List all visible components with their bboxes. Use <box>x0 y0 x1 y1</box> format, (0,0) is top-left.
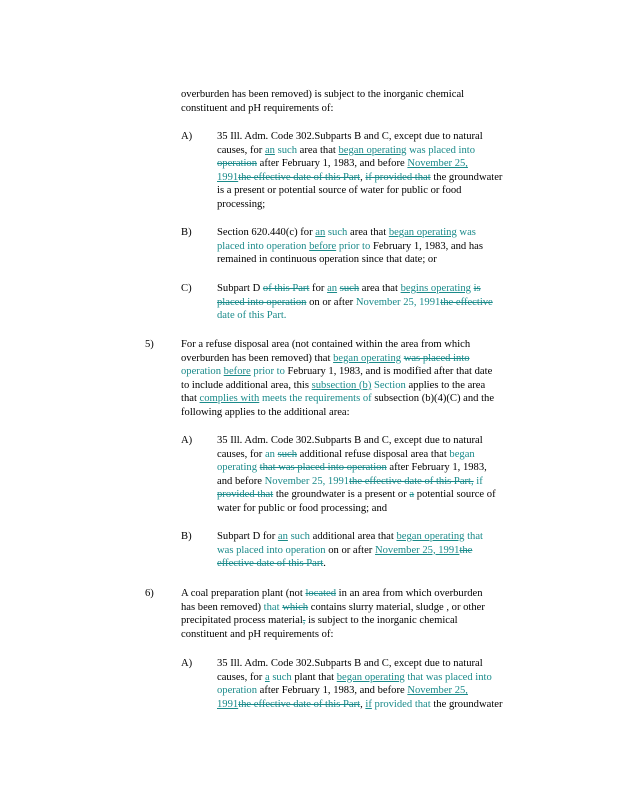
deleted-text: the <box>459 544 473 556</box>
text-line <box>217 282 493 296</box>
text-line <box>181 587 485 601</box>
inserted-text: Section <box>374 379 406 391</box>
text-line <box>217 502 496 516</box>
text-run: A coal preparation plant (not <box>181 588 306 599</box>
text-line <box>181 601 485 615</box>
inserted-text: prior to <box>338 240 371 252</box>
section-6-label: 6) <box>145 588 154 599</box>
text-line <box>217 144 502 158</box>
text-run: 35 Ill. Adm. Code 302.Subparts B and C, except due to natural <box>217 658 483 669</box>
inserted-text: such <box>272 671 292 683</box>
inserted-text: was <box>459 227 476 238</box>
section-5-item-a-text <box>217 434 496 516</box>
text-run: processing; <box>217 198 266 210</box>
inserted-text: November 25, <box>407 685 468 697</box>
deleted-text: operation <box>217 158 258 170</box>
text-run: for <box>309 283 328 294</box>
inserted-text: November 25, 1991 <box>355 296 441 308</box>
text-run: February 1, 1983, and is modified after that date <box>284 366 493 378</box>
text-run: area that <box>359 283 401 294</box>
inserted-text: operation <box>181 366 222 378</box>
text-run: constituent and pH requirements of: <box>181 628 334 640</box>
inserted-text: was placed into operation <box>217 544 326 556</box>
inserted-text: 1991 <box>217 171 239 183</box>
text-line <box>217 475 496 489</box>
text-line <box>217 698 503 712</box>
text-run: to include additional area, this <box>181 379 312 391</box>
text-run: subsection (b)(4)(C) and the <box>371 393 495 405</box>
deleted-text: is <box>473 283 481 294</box>
inserted-text: that was placed into <box>407 671 492 683</box>
deleted-text: , <box>302 615 306 627</box>
text-run: 35 Ill. Adm. Code 302.Subparts B and C, except due to natural <box>217 131 483 142</box>
text-run: For a refuse disposal area (not contained within the area from which <box>181 339 471 350</box>
inserted-text: began operating <box>336 671 405 683</box>
section-5-text <box>181 338 494 420</box>
inserted-text: operating <box>217 462 258 474</box>
text-run: causes, for <box>217 671 265 683</box>
deleted-text: effective date of this Part <box>217 558 324 570</box>
text-run: water for public or food processing; and <box>217 502 388 514</box>
text-run: that <box>181 393 200 405</box>
text-run: Section 620.440(c) for <box>217 227 316 238</box>
text-run: area that <box>297 144 339 156</box>
inserted-text: subsection (b) <box>311 379 372 391</box>
text-line <box>217 130 502 144</box>
item-c-text <box>217 282 493 323</box>
text-line <box>217 684 503 698</box>
item-a-label: A) <box>181 131 193 142</box>
text-line <box>217 184 502 198</box>
deleted-text: of this Part <box>262 283 310 294</box>
text-run: additional area that <box>309 531 397 542</box>
deleted-text: located <box>305 588 337 599</box>
text-line <box>181 352 494 366</box>
inserted-text: such <box>327 227 348 238</box>
section-6-item-a-label: A) <box>181 658 193 669</box>
text-line <box>217 671 503 685</box>
inserted-text: meets the requirements of <box>261 393 372 405</box>
text-run: is a present or potential source of water for public or food <box>217 185 462 197</box>
text-run: following applies to the additional area: <box>181 406 350 418</box>
text-run: applies to the area <box>405 379 486 391</box>
section-6-item-a-text <box>217 657 503 711</box>
deleted-text: if provided that <box>365 171 431 183</box>
inserted-text: an <box>315 227 326 238</box>
inserted-text: began <box>449 448 475 460</box>
inserted-text: an <box>277 531 288 542</box>
text-run: area that <box>347 227 389 238</box>
inserted-text: such <box>290 531 310 542</box>
text-line <box>217 657 503 671</box>
text-run: in an area from which overburden <box>336 588 483 599</box>
text-run: the groundwater <box>430 698 503 710</box>
inserted-text: provided that <box>374 698 431 710</box>
inserted-text: that <box>467 531 483 542</box>
text-line <box>217 240 483 254</box>
deleted-text: was placed into <box>403 352 470 364</box>
text-line <box>217 434 496 448</box>
deleted-text: such <box>277 448 298 460</box>
intro-paragraph <box>181 88 464 115</box>
inserted-text: if <box>476 475 483 487</box>
text-line <box>217 157 502 171</box>
deleted-text: placed into operation <box>217 296 307 308</box>
inserted-text: began operating <box>396 531 465 542</box>
text-run: , <box>360 171 366 183</box>
text-run: precipitated process material <box>181 615 303 627</box>
text-line <box>181 392 494 406</box>
text-line <box>181 365 494 379</box>
text-line <box>217 226 483 240</box>
text-line <box>181 406 494 420</box>
text-line <box>217 557 483 571</box>
inserted-text: began operating <box>333 352 402 364</box>
inserted-text: an <box>264 448 275 460</box>
deleted-text: that was placed into operation <box>259 462 387 474</box>
text-run: after February 1, 1983, and before <box>257 685 408 697</box>
inserted-text: was placed into <box>409 144 476 156</box>
inserted-text: operation <box>217 685 258 697</box>
inserted-text: before <box>309 240 337 252</box>
text-line <box>217 309 493 323</box>
inserted-text: before <box>223 366 251 378</box>
inserted-text: November 25, 1991 <box>264 475 350 487</box>
text-line <box>217 461 496 475</box>
inserted-text: if <box>365 698 372 710</box>
section-5-item-b-label: B) <box>181 531 192 542</box>
text-run: after February 1, 1983, and before <box>257 158 408 170</box>
item-a-text <box>217 130 502 212</box>
deleted-text: provided that <box>217 489 274 501</box>
text-line <box>217 296 493 310</box>
text-line <box>217 448 496 462</box>
intro-line: overburden has been removed) is subject to the inorganic chemical <box>181 89 465 100</box>
text-line <box>217 530 483 544</box>
inserted-text: begins operating <box>400 283 471 294</box>
text-run: , <box>360 698 366 710</box>
inserted-text: an <box>327 283 338 294</box>
inserted-text: began operating <box>388 227 457 238</box>
text-run: 35 Ill. Adm. Code 302.Subparts B and C, except due to natural <box>217 435 483 446</box>
text-line <box>217 198 502 212</box>
text-line <box>217 544 483 558</box>
text-run: the groundwater is a present or <box>273 489 410 501</box>
section-5-item-a-label: A) <box>181 435 193 446</box>
text-run: has been removed) <box>181 601 264 613</box>
inserted-text: such <box>277 144 298 156</box>
text-run: the groundwater <box>430 171 503 183</box>
text-run: causes, for <box>217 144 265 156</box>
text-run: contains slurry material, sludge , or other <box>308 601 485 613</box>
inserted-text: that <box>263 601 280 613</box>
deleted-text: a <box>409 489 415 501</box>
text-run: remained in continuous operation since that date; or <box>217 254 437 266</box>
text-run: and before <box>217 475 265 487</box>
inserted-text: November 25, 1991 <box>374 544 460 556</box>
text-run: Subpart D for <box>217 531 278 542</box>
deleted-text: the effective date of this Part <box>238 171 361 183</box>
text-run: on or after <box>325 544 375 556</box>
text-line <box>181 338 494 352</box>
item-b-text <box>217 226 483 267</box>
text-run: on or after <box>306 296 356 308</box>
inserted-text: prior to <box>253 366 285 378</box>
inserted-text: placed into operation <box>217 240 307 252</box>
deleted-text: the effective date of this Part, <box>349 475 474 487</box>
inserted-text: date of this Part. <box>217 310 287 322</box>
text-line <box>217 253 483 267</box>
section-5-item-b-text <box>217 530 483 571</box>
text-run: plant that <box>291 671 337 683</box>
inserted-text: began operating <box>338 144 407 156</box>
text-run: February 1, 1983, and has <box>370 240 483 252</box>
deleted-text: the effective <box>440 296 493 308</box>
inserted-text: a <box>264 671 270 683</box>
text-run: additional refuse disposal area that <box>297 448 450 460</box>
deleted-text: which <box>282 601 309 613</box>
inserted-text: November 25, <box>407 158 468 170</box>
text-run: potential source of <box>414 489 496 501</box>
text-run: is subject to the inorganic chemical <box>305 615 458 627</box>
deleted-text: such <box>339 283 360 294</box>
item-c-label: C) <box>181 283 192 294</box>
intro-line: constituent and pH requirements of: <box>181 102 334 114</box>
text-run: . <box>323 558 326 570</box>
section-6-text <box>181 587 485 641</box>
text-run: overburden has been removed) that <box>181 352 334 364</box>
text-line <box>181 628 485 642</box>
text-line <box>217 171 502 185</box>
text-run: after February 1, 1983, <box>386 462 487 474</box>
inserted-text: 1991 <box>217 698 239 710</box>
section-5-label: 5) <box>145 339 154 350</box>
text-line <box>181 379 494 393</box>
inserted-text: an <box>264 144 275 156</box>
deleted-text: the effective date of this Part <box>238 698 361 710</box>
text-run: Subpart D <box>217 283 263 294</box>
inserted-text: complies with <box>199 393 260 405</box>
text-line <box>181 614 485 628</box>
text-line <box>217 488 496 502</box>
item-b-label: B) <box>181 227 192 238</box>
text-run: causes, for <box>217 448 265 460</box>
